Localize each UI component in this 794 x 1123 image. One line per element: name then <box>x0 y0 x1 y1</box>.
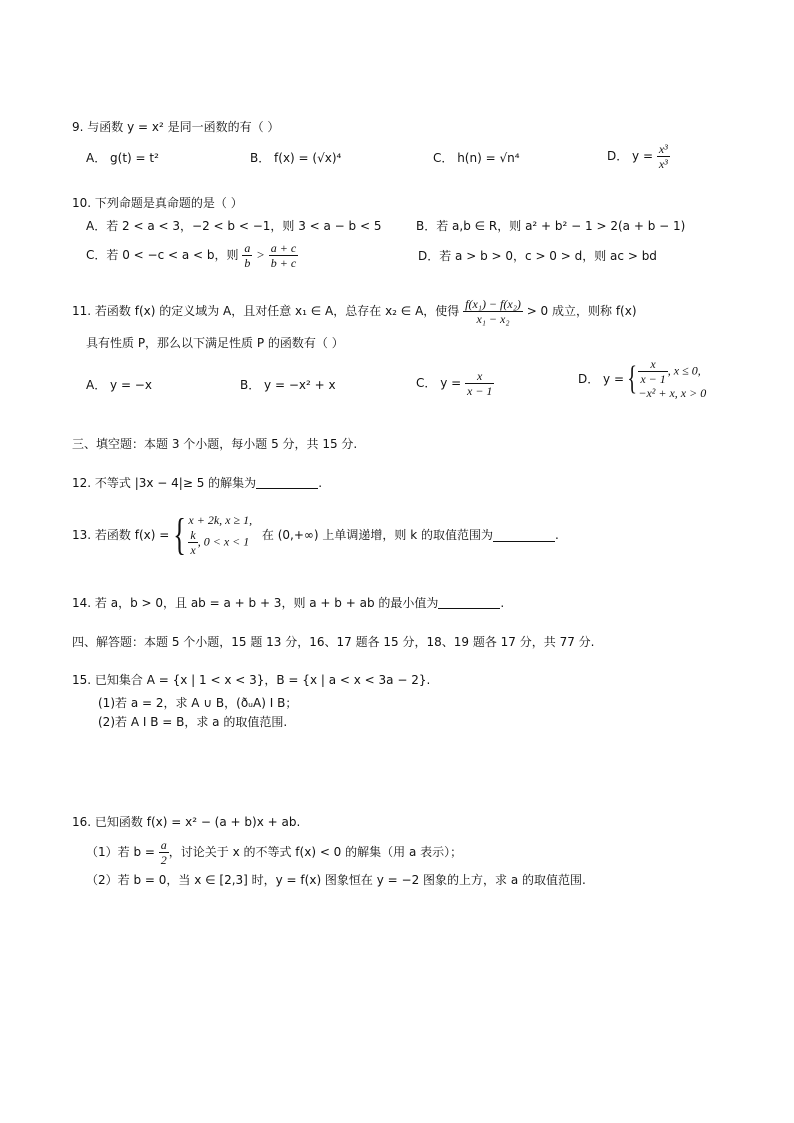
q11-d-case1 <box>638 357 706 386</box>
q11-option-b: B． y = −x² + x <box>240 378 336 392</box>
q14-answer-blank <box>438 596 500 609</box>
q11-d-brace: { <box>627 360 638 397</box>
q13-case1: x + 2k, x ≥ 1, <box>188 513 253 527</box>
q13-case2-num: k <box>190 528 196 542</box>
q14 <box>72 595 504 611</box>
q14-text: 14. 若 a，b > 0，且 ab = a + b + 3，则 a + b + ab 的最小值为 <box>72 596 439 610</box>
q9-stem: 9. 与函数 y = x² 是同一函数的有（ ） <box>72 120 280 134</box>
q11-stem-pre: 11. 若函数 f(x) 的定义域为 A，且对任意 x₁ ∈ A，总存在 x₂ ∈ A，使得 <box>72 304 460 318</box>
q13-pre: 13. 若函数 f(x) = <box>72 528 170 542</box>
q10-stem: 10. 下列命题是真命题的是（ ） <box>72 196 243 210</box>
q16-part-1 <box>86 838 462 867</box>
q11-option-c <box>416 369 494 398</box>
q14-end: . <box>500 596 505 610</box>
q9-d-numerator: x³ <box>658 142 668 156</box>
q9-option-b: B． f(x) = (√x)⁴ <box>250 151 342 165</box>
q12-text: 12. 不等式 |3x − 4|≥ 5 的解集为 <box>72 476 257 490</box>
q13-case2-cond: , 0 < x < 1 <box>197 534 250 549</box>
section-3-heading: 三、填空题：本题 3 个小题，每小题 5 分，共 15 分. <box>72 437 358 451</box>
q9-d-denominator: x³ <box>658 157 668 171</box>
q12-answer-blank <box>256 476 318 489</box>
q11-frac-num: f(x₁) − f(x₂) <box>465 297 521 311</box>
q16-p1-den: 2 <box>160 853 167 867</box>
q11-d-case1-num: x <box>638 357 667 372</box>
q10-c-fraction-2 <box>269 241 298 270</box>
q10-option-d: D．若 a > b > 0，c > 0 > d，则 ac > bd <box>418 249 657 263</box>
q13-answer-blank <box>493 529 555 542</box>
q11-d-case1-fraction <box>638 357 667 386</box>
q9-option-a: A． g(t) = t² <box>86 151 159 165</box>
q12-end: . <box>318 476 323 490</box>
q9-option-c: C． h(n) = √n⁴ <box>433 151 520 165</box>
q15-part-2: (2)若 A I B = B，求 a 的取值范围. <box>98 715 288 729</box>
q10-option-c-prefix: C．若 0 < −c < a < b，则 <box>86 248 239 262</box>
q11-stem-line2: 具有性质 P，那么以下满足性质 P 的函数有（ ） <box>86 336 344 350</box>
q11-option-a: A． y = −x <box>86 378 152 392</box>
q16-p1-fraction <box>159 838 169 867</box>
q10-option-c <box>86 241 298 270</box>
q11-stem-post: > 0 成立，则称 f(x) <box>526 304 637 318</box>
q16-p1-num: a <box>160 838 167 852</box>
q13-case2 <box>188 528 252 557</box>
q10-c-f1-den: b <box>244 256 251 270</box>
q11-c-num: x <box>465 369 494 384</box>
q11-option-c-prefix: C． y = <box>416 376 462 390</box>
q11-c-den: x − 1 <box>467 384 493 398</box>
q13-end: . <box>554 528 559 542</box>
q16-p1-post: ，讨论关于 x 的不等式 f(x) < 0 的解集（用 a 表示）； <box>168 845 463 859</box>
q13 <box>72 510 559 559</box>
q13-post: 在 (0,+∞) 上单调递增，则 k 的取值范围为 <box>261 528 493 542</box>
q11-d-case1-den: x − 1 <box>640 372 666 386</box>
q16-p1-pre: （1）若 b = <box>86 845 155 859</box>
q10-option-b: B．若 a,b ∈ R，则 a² + b² − 1 > 2(a + b − 1) <box>416 219 686 233</box>
q13-case2-den: x <box>190 543 196 557</box>
q10-c-f2-den: b + c <box>270 256 297 270</box>
q10-option-a: A．若 2 < a < 3，−2 < b < −1，则 3 < a − b < 5 <box>86 219 382 233</box>
q10-c-gt: > <box>256 247 265 262</box>
q10-c-f1-num: a <box>244 241 251 255</box>
q13-case2-fraction <box>188 528 197 557</box>
q11-option-d <box>578 357 706 401</box>
q11-stem-line1 <box>72 297 637 326</box>
section-4-heading: 四、解答题：本题 5 个小题，15 题 13 分，16、17 题各 15 分，18、19 题各 17 分，共 77 分. <box>72 635 595 649</box>
q11-option-d-prefix: D． y = <box>578 372 625 386</box>
q15-stem: 15. 已知集合 A = {x | 1 < x < 3}，B = {x | a < x < 3a − 2}. <box>72 673 431 687</box>
q11-d-case1-cond: , x ≤ 0, <box>667 363 701 378</box>
q15-part-1: (1)若 a = 2，求 A ∪ B，(ðᵤA) I B； <box>98 696 298 710</box>
q16-part-2: （2）若 b = 0，当 x ∈ [2,3] 时，y = f(x) 图象恒在 y = −2 图象的上方，求 a 的取值范围. <box>86 873 586 887</box>
q16-stem: 16. 已知函数 f(x) = x² − (a + b)x + ab. <box>72 815 301 829</box>
q13-brace: { <box>173 510 187 559</box>
q11-fraction <box>463 297 523 326</box>
q13-cases <box>188 513 252 557</box>
q9-option-d-prefix: D． y = <box>607 149 654 163</box>
q12 <box>72 475 322 491</box>
q9-option-d-fraction <box>657 142 670 171</box>
q10-c-fraction-1 <box>242 241 252 270</box>
q11-c-fraction <box>465 369 494 398</box>
q10-c-f2-num: a + c <box>270 241 297 255</box>
q11-frac-den: x₁ − x₂ <box>476 312 510 326</box>
q11-d-cases <box>638 357 706 401</box>
q9-option-d <box>607 142 670 171</box>
q11-d-case2: −x² + x, x > 0 <box>638 386 707 400</box>
